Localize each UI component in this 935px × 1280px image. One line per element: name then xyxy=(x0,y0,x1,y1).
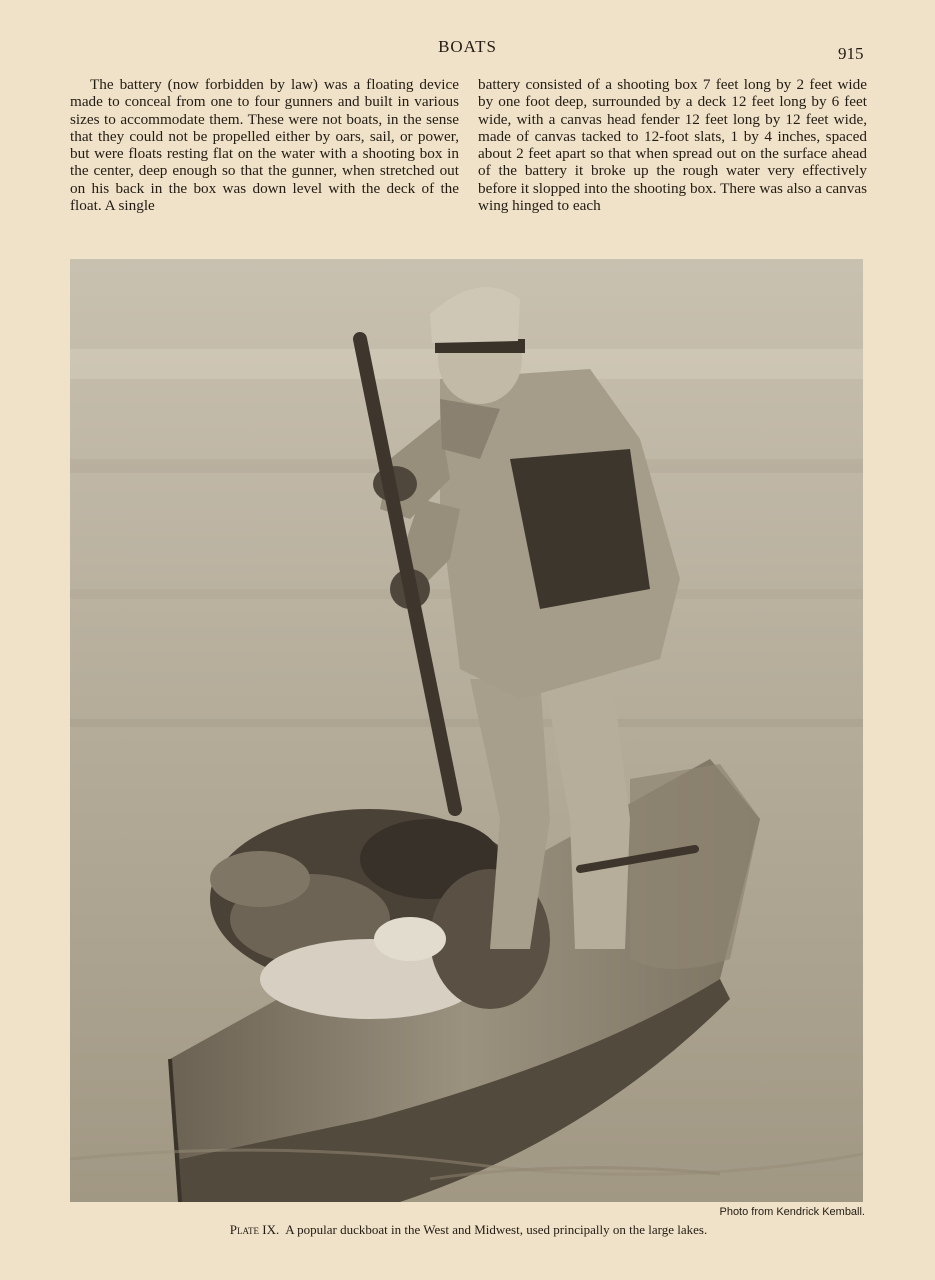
plate-label: Plate IX. xyxy=(229,1222,280,1237)
duckboat-photograph xyxy=(70,259,863,1202)
left-column-text: The battery (now forbidden by law) was a floating device made to conceal from one to four gunners and built in various sizes to accommodate them. These were not boats, in the sense that they could not be propelled either by oars, sail, or power, but were floats resting flat on the water with a shooting box in the center, deep enough so that the gunner, when stretched out on his back in the box was down level with the deck of the float. A single xyxy=(70,76,459,215)
running-head: BOATS xyxy=(438,37,497,56)
photo-illustration xyxy=(70,259,863,1202)
plate-caption xyxy=(70,1222,867,1238)
right-column xyxy=(478,76,867,214)
page-number: 915 xyxy=(838,44,864,63)
left-column xyxy=(70,76,459,214)
right-column-text: battery consisted of a shooting box 7 feet long by 2 feet wide by one foot deep, surrounded by a deck 12 feet long by 6 feet wide, with a canvas head fender 12 feet long by 12 feet wide, made of canvas tacked to 12-foot slats, 1 by 4 inches, spaced about 2 feet apart so that when spread out on the surface ahead of the battery it broke up the rough water very effectively before it slopped into the shooting box. There was also a canvas wing hinged to each xyxy=(478,76,867,215)
text-columns xyxy=(70,76,867,214)
plate-caption-text: A popular duckboat in the West and Midwest, used principally on the large lakes. xyxy=(285,1222,708,1237)
photo-credit: Photo from Kendrick Kemball. xyxy=(719,1206,865,1218)
